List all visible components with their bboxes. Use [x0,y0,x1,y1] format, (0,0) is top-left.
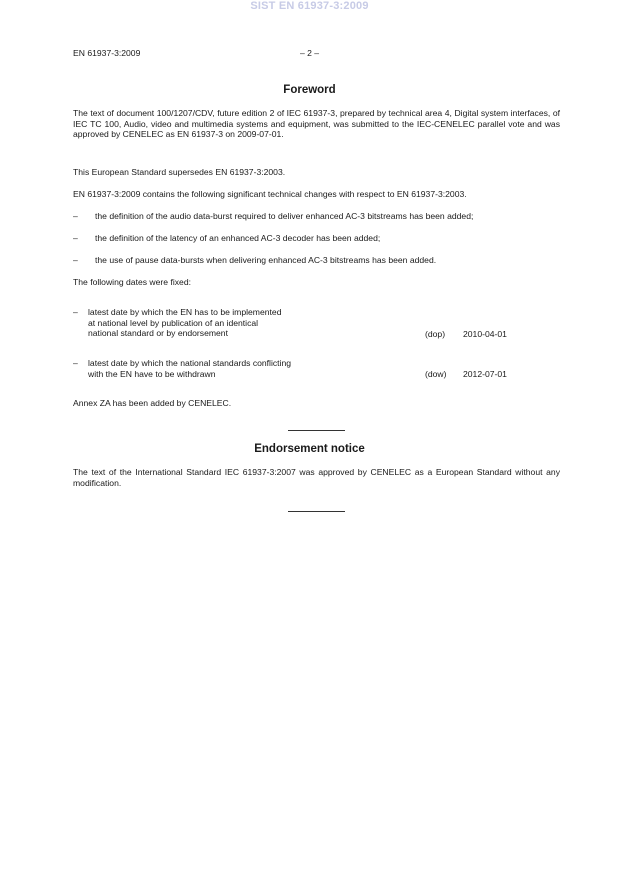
change-item-text: the definition of the audio data-burst required to deliver enhanced AC-3 bitstreams has been added; [95,211,474,221]
date-value: 2010-04-01 [463,329,507,339]
endorsement-text [73,467,560,488]
foreword-paragraph-1-text: The text of document 100/1207/CDV, future edition 2 of IEC 61937-3, prepared by technical area 4, Digital system interfaces, of IEC TC 100, Audio, video and multimedia systems and equipment, was submitted to the IEC-CENELEC parallel vote and was approved by CENELEC as EN 61937-3 on 2009-07-01. [73,108,560,140]
date-item-description [88,358,388,379]
section-divider [288,430,345,431]
endorsement-title: Endorsement notice [254,443,365,455]
dash-bullet: – [73,211,78,221]
date-item-line: national standard or by endorsement [88,328,228,339]
foreword-paragraph-2: This European Standard supersedes EN 61937-3:2003. [73,167,286,177]
section-divider [288,511,345,512]
foreword-title: Foreword [283,84,336,96]
change-item-text: the definition of the latency of an enhanced AC-3 decoder has been added; [95,233,381,243]
foreword-paragraph-1 [73,108,560,140]
page-number: – 2 – [299,48,320,58]
dates-intro: The following dates were fixed: [73,277,191,287]
annex-note: Annex ZA has been added by CENELEC. [73,398,232,408]
date-code: (dow) [425,369,447,379]
change-item-text: the use of pause data-bursts when delivering enhanced AC-3 bitstreams has been added. [95,255,437,265]
header-doc-id: EN 61937-3:2009 [73,48,141,58]
date-item-description [88,307,388,339]
date-item-line: latest date by which the national standards conflicting [88,358,292,368]
dash-bullet: – [73,307,78,317]
endorsement-text-body: The text of the International Standard IEC 61937-3:2007 was approved by CENELEC as a European Standard without any modification. [73,467,560,488]
date-item-line: at national level by publication of an identical [88,317,259,328]
watermark: SIST EN 61937-3:2009 [250,0,369,12]
date-item-line: latest date by which the EN has to be implemented [88,307,282,317]
dash-bullet: – [73,255,78,265]
date-item-line: with the EN have to be withdrawn [88,368,216,379]
date-value: 2012-07-01 [463,369,507,379]
date-code: (dop) [425,329,446,339]
foreword-paragraph-3: EN 61937-3:2009 contains the following significant technical changes with respect to EN 61937-3:2003. [73,189,467,199]
dash-bullet: – [73,233,78,243]
dash-bullet: – [73,358,78,368]
